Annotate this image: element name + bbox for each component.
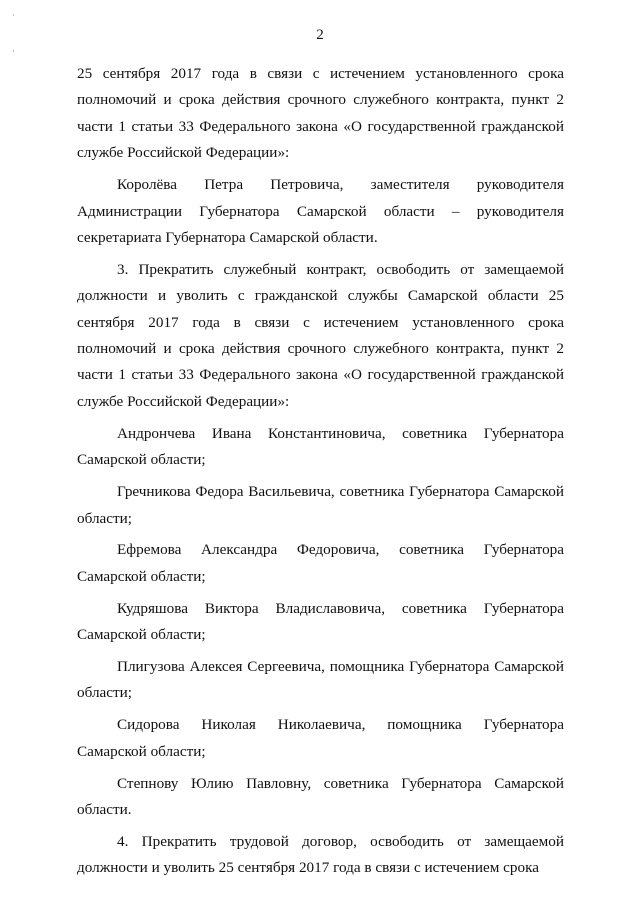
scan-mark: · bbox=[12, 10, 15, 20]
scan-mark: · bbox=[12, 46, 15, 56]
paragraph-grechnikov: Гречникова Федора Васильевича, советника Губернатора Самарской области; bbox=[77, 483, 564, 527]
paragraph-efremov: Ефремова Александра Федоровича, советника Губернатора Самарской области; bbox=[77, 541, 564, 585]
paragraph-item-4: 4. Прекратить трудовой договор, освободить от замещаемой должности и уволить 25 сентября 2017 года в связи с истечением срока bbox=[77, 832, 564, 877]
scan-margin-marks bbox=[12, 10, 15, 56]
paragraph-sidorov: Сидорова Николая Николаевича, помощника Губернатора Самарской области; bbox=[77, 716, 564, 760]
document-body bbox=[77, 61, 564, 887]
paragraph-stepnova: Степнову Юлию Павловну, советника Губернатора Самарской области. bbox=[77, 774, 564, 819]
paragraph-kudryashov: Кудряшова Виктора Владиславовича, советника Губернатора Самарской области; bbox=[77, 599, 564, 644]
paragraph-andronchev: Андрончева Ивана Константиновича, советника Губернатора Самарской области; bbox=[77, 424, 564, 469]
paragraph-pliguzov: Плигузова Алексея Сергеевича, помощника Губернатора Самарской области; bbox=[77, 658, 564, 702]
paragraph-continuation: 25 сентября 2017 года в связи с истечением установленного срока полномочий и срока действия срочного служебного контракта, пункт 2 части 1 статьи 33 Федерального закона «О государственной гражданской службе Российской Федерации»: bbox=[77, 65, 564, 162]
paragraph-item-3: 3. Прекратить служебный контракт, освободить от замещаемой должности и уволить с гражданской службы Самарской области 25 сентября 2017 года в связи с истечением установленного срока полномочий и срока действия срочного служебного контракта, пункт 2 части 1 статьи 33 Федерального закона «О государственной гражданской службе Российской Федерации»: bbox=[77, 260, 564, 410]
paragraph-korolev: Королёва Петра Петровича, заместителя руководителя Администрации Губернатора Самарской области – руководителя секретариата Губернатора Самарской области. bbox=[77, 176, 564, 246]
page-number: 2 bbox=[316, 27, 324, 43]
